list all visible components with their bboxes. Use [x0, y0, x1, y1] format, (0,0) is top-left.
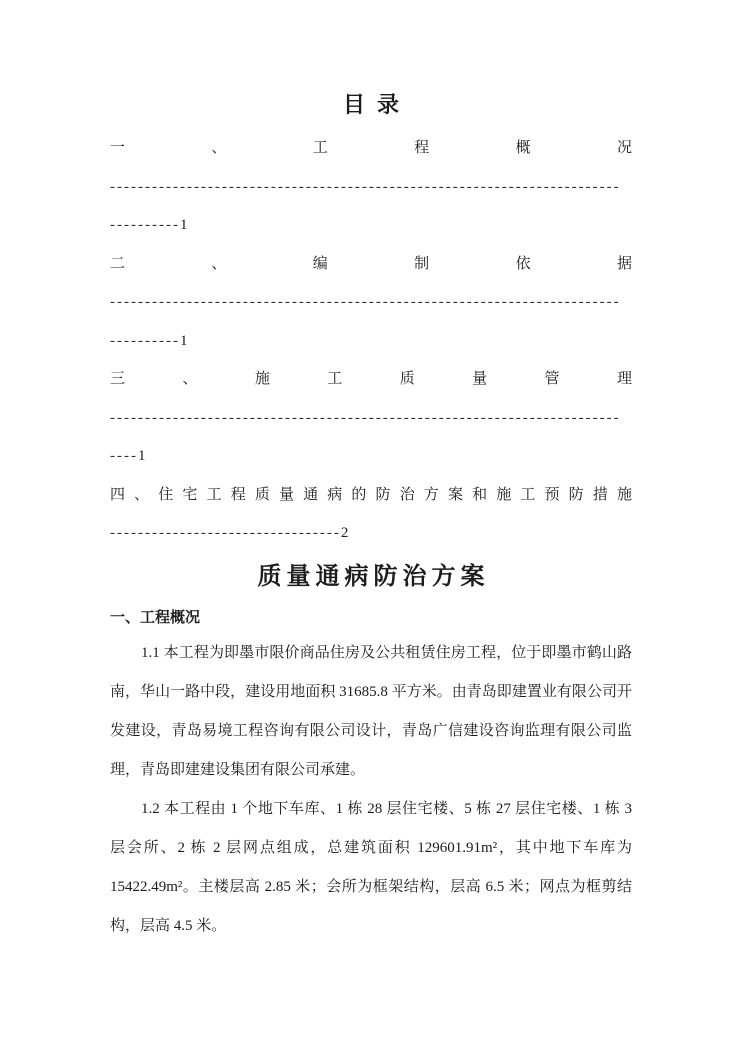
- toc-entry-1-leader: -------------------------------------------------------------------------: [110, 178, 621, 195]
- body-text: [110, 634, 632, 946]
- toc-entry-3-leader: -------------------------------------------------------------------------: [110, 409, 621, 426]
- toc-entry-1-page-line: [110, 206, 632, 245]
- document-title: 质量通病防治方案: [257, 563, 490, 590]
- toc-entry-1-label: 一 、 工 程 概 况: [110, 140, 632, 156]
- toc-entry-1-page-number: 1: [179, 217, 188, 233]
- toc-entry-2-leader: -------------------------------------------------------------------------: [110, 294, 621, 310]
- paragraph-1-2: 1.2 本工程由 1 个地下车库、1 栋 28 层住宅楼、5 栋 27 层住宅楼、1 栋 3 层会所、2 栋 2 层网点组成，总建筑面积 129601.91m²，其中地下车库为 15422.49m²。主楼层高 2.85 米；会所为框架结构，层高 6.5 米；网点为框剪结构，层高 4.5 米。: [110, 800, 632, 934]
- toc-entry-4-label: 四 、 住 宅 工 程 质 量 通 病 的 防 治 方 案 和 施 工 预 防 措 施: [110, 486, 632, 503]
- toc-entry-3-label: 三 、 施 工 质 量 管 理: [110, 371, 632, 387]
- toc-entry-3-page-number: 1: [137, 448, 146, 464]
- toc-entry-4-leader-tail: ---------------------------------: [110, 525, 341, 541]
- paragraph-1-1: 1.1 本工程为即墨市限价商品住房及公共租赁住房工程，位于即墨市鹤山路南，华山一路中段，建设用地面积 31685.8 平方米。由青岛即建置业有限公司开发建设，青岛易境工程咨询有限公司设计，青岛广信建设咨询监理有限公司监理，青岛即建建设集团有限公司承建。: [110, 644, 632, 778]
- toc-entry-4-page-number: 2: [340, 525, 349, 541]
- toc-entry-2-leader-tail: ----------: [110, 332, 180, 349]
- toc-entry-2-page-line: [110, 322, 632, 361]
- toc-entry-1-leader-tail: ----------: [110, 217, 180, 233]
- section-heading-project-overview: 一、工程概况: [110, 609, 201, 626]
- table-of-contents: [110, 129, 632, 553]
- toc-entry-4-page-line: [110, 514, 632, 553]
- toc-entry-3-leader-tail: ----: [110, 448, 138, 464]
- toc-title: 目录: [342, 92, 411, 117]
- toc-entry-2-label: 二 、 编 制 依 据: [110, 255, 632, 272]
- toc-entry-3-page-line: [110, 437, 632, 476]
- toc-entry-2-page-number: 1: [179, 332, 188, 349]
